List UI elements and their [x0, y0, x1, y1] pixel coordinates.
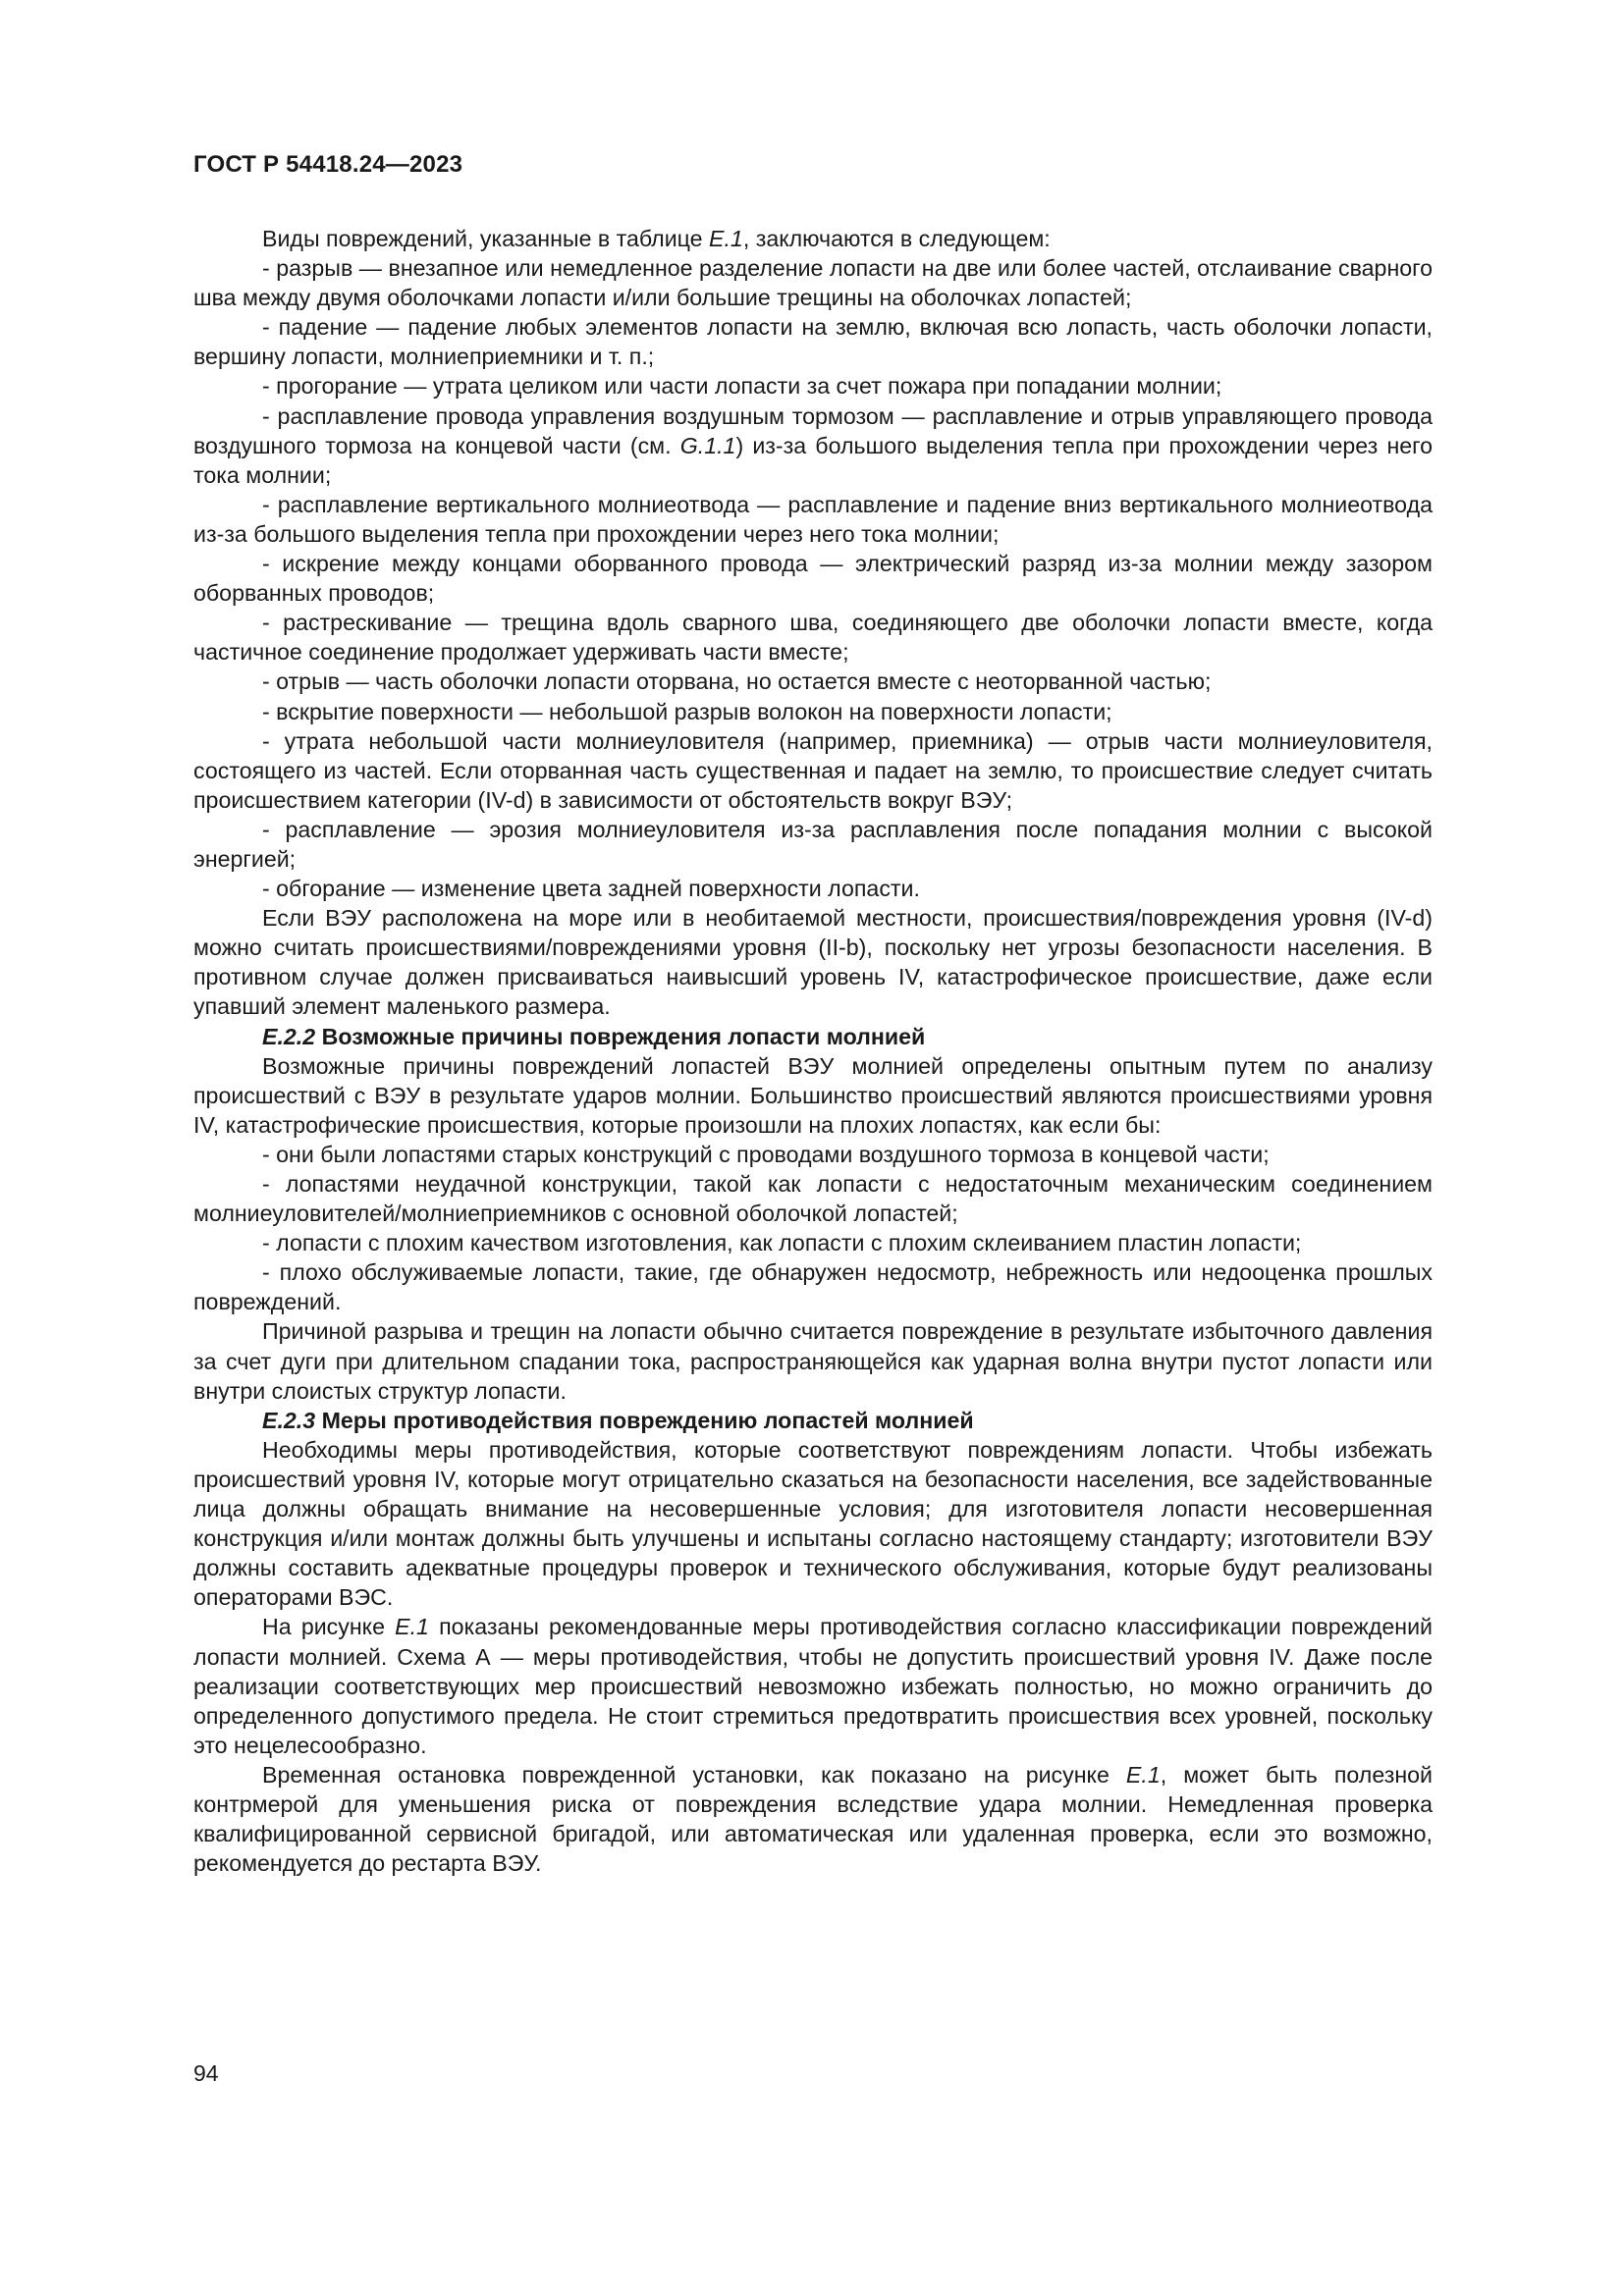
paragraph-text: ) из-за большого выделения тепла при прохождении через него тока молнии; — [193, 432, 1433, 488]
paragraph — [193, 1140, 1433, 1169]
paragraph-text: Возможные причины повреждений лопастей ВЭУ молнией определены опытным путем по анализу происшествий с ВЭУ в результате ударов молнии. Большинство происшествий являются происшествиями уровня IV, катастрофические происшествия, которые произошли на плохих лопастях, как если бы: — [193, 1052, 1433, 1138]
paragraph — [193, 1051, 1433, 1140]
paragraph-text: - лопастями неудачной конструкции, такой как лопасти с недостаточным механическим соединением молниеуловителей/молниеприемников с основной оболочкой лопастей; — [193, 1171, 1433, 1227]
paragraph-text: - вскрытие поверхности — небольшой разрыв волокон на поверхности лопасти; — [262, 698, 1112, 724]
section-heading — [193, 1022, 1433, 1051]
paragraph — [193, 726, 1433, 815]
paragraph — [193, 253, 1433, 312]
paragraph-text: Причиной разрыва и трещин на лопасти обычно считается повреждение в результате избыточного давления за счет дуги при длительном спадании тока, распространяющейся как ударная волна внутри пустот лопасти или внутри слоистых структур лопасти. — [193, 1318, 1433, 1404]
paragraph — [193, 697, 1433, 726]
paragraph-text: , заключаются в следующем: — [742, 226, 1051, 251]
paragraph — [193, 224, 1433, 253]
italic-reference: Е.1 — [709, 226, 743, 251]
paragraph-text: - искрение между концами оборванного провода — электрический разряд из-за молнии между зазором оборванных проводов; — [193, 551, 1433, 607]
paragraph-text: Возможные причины повреждения лопасти молнией — [315, 1023, 926, 1049]
italic-reference: Е.1 — [1125, 1761, 1161, 1788]
paragraph — [193, 667, 1433, 696]
paragraph-text: - расплавление провода управления воздушным тормозом — расплавление и отрыв управляющего провода воздушного тормоза на концевой части (см. — [193, 402, 1433, 458]
page-number: 94 — [193, 2060, 219, 2086]
paragraph-text: Если ВЭУ расположена на море или в необитаемой местности, происшествия/повреждения уровня (IV-d) можно считать происшествиями/повреждениями уровня (II-b), поскольку нет угрозы безопасности населения. В противном случае должен присваиваться наивысший уровень IV, катастрофическое происшествие, даже если упавший элемент маленького размера. — [193, 905, 1433, 1020]
paragraph — [193, 608, 1433, 667]
paragraph — [193, 815, 1433, 874]
paragraph — [193, 401, 1433, 490]
paragraph-text: показаны рекомендованные меры противодействия согласно классификации повреждений лопасти молнией. Схема А — меры противодействия, чтобы не допустить происшествий уровня IV. Даже после реализации соответствующих мер происшествий невозможно избежать полностью, но можно ограничить до определенного допустимого предела. Не стоит стремиться предотвратить происшествия всех уровней, поскольку это нецелесообразно. — [193, 1614, 1433, 1758]
paragraph — [193, 1316, 1433, 1405]
section-heading — [193, 1406, 1433, 1435]
document-body — [193, 224, 1433, 1878]
paragraph — [193, 903, 1433, 1021]
document-header: ГОСТ Р 54418.24—2023 — [193, 151, 463, 178]
paragraph-text: Временная остановка поврежденной установки, как показано на рисунке — [262, 1761, 1126, 1788]
paragraph — [193, 874, 1433, 903]
paragraph — [193, 549, 1433, 608]
paragraph-text: - они были лопастями старых конструкций с проводами воздушного тормоза в концевой части; — [262, 1141, 1270, 1167]
paragraph-text: - утрата небольшой части молниеуловителя (например, приемника) — отрыв части молниеуловителя, состоящего из частей. Если оторванная часть существенная и падает на землю, то происшествие следует считать происшествием категории (IV-d) в зависимости от обстоятельств вокруг ВЭУ; — [193, 727, 1433, 813]
paragraph-text: - лопасти с плохим качеством изготовления, как лопасти с плохим склеиванием пластин лопасти; — [262, 1230, 1302, 1256]
paragraph-text: - растрескивание — трещина вдоль сварного шва, соединяющего две оболочки лопасти вместе, когда частичное соединение продолжает удерживать части вместе; — [193, 610, 1433, 666]
paragraph-text: На рисунке — [262, 1614, 396, 1640]
paragraph — [193, 1169, 1433, 1228]
italic-reference: Е.2.2 — [262, 1023, 316, 1049]
paragraph-text: - разрыв — внезапное или немедленное разделение лопасти на две или более частей, отслаивание сварного шва между двумя оболочками лопасти и/или большие трещины на оболочках лопастей; — [193, 255, 1433, 311]
paragraph — [193, 1612, 1433, 1759]
paragraph — [193, 312, 1433, 371]
paragraph-text: - прогорание — утрата целиком или части лопасти за счет пожара при попадании молнии; — [262, 373, 1222, 400]
italic-reference: Е.1 — [395, 1614, 429, 1640]
paragraph — [193, 371, 1433, 400]
paragraph — [193, 1435, 1433, 1613]
paragraph-text: - обгорание — изменение цвета задней поверхности лопасти. — [262, 876, 920, 902]
italic-reference: G.1.1 — [679, 432, 736, 458]
italic-reference: Е.2.3 — [262, 1407, 316, 1433]
paragraph-text: - плохо обслуживаемые лопасти, такие, где обнаружен недосмотр, небрежность или недооценка прошлых повреждений. — [193, 1259, 1433, 1315]
paragraph-text: - падение — падение любых элементов лопасти на землю, включая всю лопасть, часть оболочки лопасти, вершину лопасти, молниеприемники и т. п.; — [193, 314, 1433, 370]
paragraph — [193, 1257, 1433, 1316]
paragraph — [193, 490, 1433, 549]
paragraph — [193, 1228, 1433, 1257]
paragraph-text: Меры противодействия повреждению лопастей молнией — [315, 1407, 974, 1433]
paragraph-text: Необходимы меры противодействия, которые соответствуют повреждениям лопасти. Чтобы избежать происшествий уровня IV, которые могут отрицательно сказаться на безопасности населения, все задействованные лица должны обращать внимание на несовершенные условия; для изготовителя лопасти несовершенная конструкция и/или монтаж должны быть улучшены и испытаны согласно настоящему стандарту; изготовители ВЭУ должны составить адекватные процедуры проверок и технического обслуживания, которые будут реализованы операторами ВЭС. — [193, 1436, 1433, 1611]
paragraph-text: - расплавление вертикального молниеотвода — расплавление и падение вниз вертикального молниеотвода из-за большого выделения тепла при прохождении через него тока молнии; — [193, 491, 1433, 547]
paragraph-text: Виды повреждений, указанные в таблице — [262, 226, 710, 251]
paragraph-text: - расплавление — эрозия молниеуловителя из-за расплавления после попадания молнии с высокой энергией; — [193, 816, 1433, 872]
paragraph — [193, 1760, 1433, 1878]
paragraph-text: , может быть полезной контрмерой для уменьшения риска от повреждения вследствие удара молнии. Немедленная проверка квалифицированной сервисной бригадой, или автоматическая или удаленная проверка, если это возможно, рекомендуется до рестарта ВЭУ. — [193, 1761, 1433, 1877]
paragraph-text: - отрыв — часть оболочки лопасти оторвана, но остается вместе с неоторванной частью; — [262, 668, 1212, 695]
